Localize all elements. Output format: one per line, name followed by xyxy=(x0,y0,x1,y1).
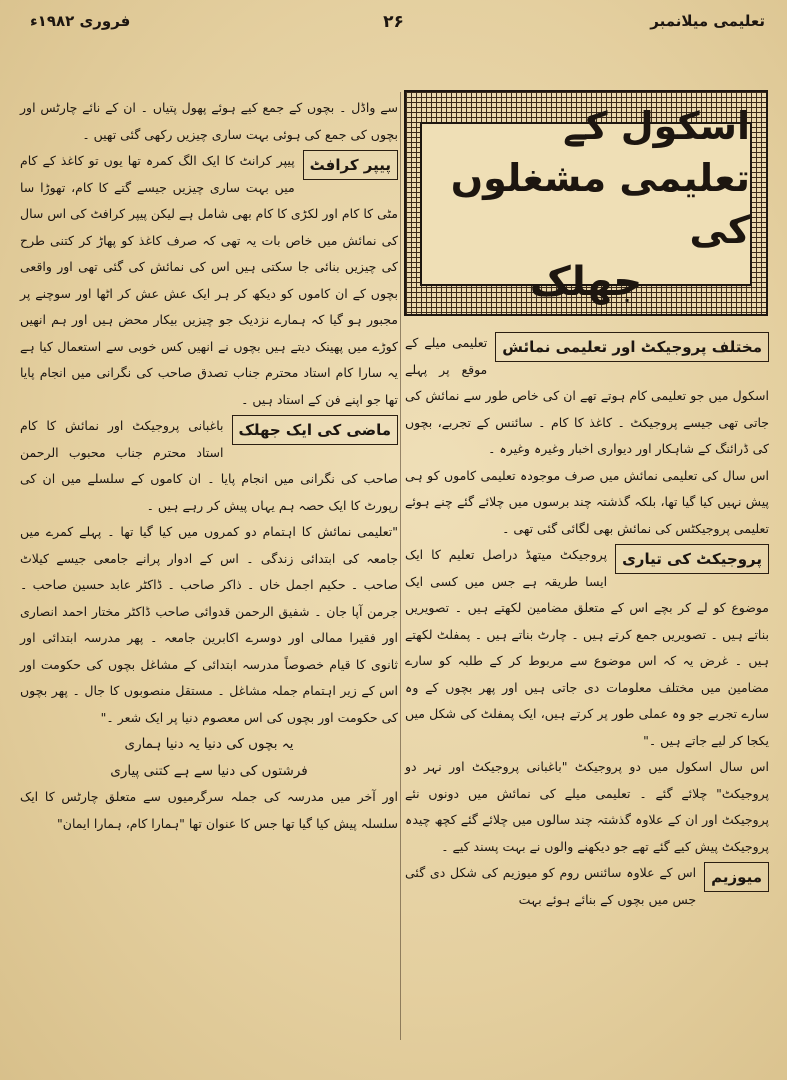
issue-date: فروری ۱۹۸۲ء xyxy=(30,12,131,30)
journal-name: تعلیمی میلانمبر xyxy=(650,12,765,30)
page-number: ۲۶ xyxy=(383,12,404,32)
column-divider xyxy=(400,92,401,1040)
right-column xyxy=(405,330,769,913)
poem-line-1: یہ بچوں کی دنیا یہ دنیا ہماری xyxy=(124,736,294,752)
section-project-prep xyxy=(405,542,769,754)
section-paper-craft xyxy=(20,148,398,413)
museum-body: اس کے علاوہ سائنس روم کو میوزیم کی شکل دی گئی جس میں بچوں کے بنائے ہوئے بہت xyxy=(405,865,697,907)
projects-exhibition-body-2: اس سال کی تعلیمی نمائش میں صرف موجودہ تعلیمی کاموں کو ہی پیش نہیں کیا گیا تھا، بلکہ گذشتہ چند برسوں میں چلائے گئے چنے ہوئے تعلیمی پروجیکٹس کی نمائش بھی لگائی گئی تھی ۔ xyxy=(405,467,769,536)
projects-exhibition-body: تعلیمی میلے کے موقع پر پہلے اسکول میں جو تعلیمی کام ہوتے تھے ان کی خاص طور سے نمائش کی جاتی تھی جیسے پروجیکٹ ۔ کاغذ کا کام ۔ سائنس کے تجربے، بچوں کی ڈرائنگ کے شاہکار اور دیواری اخبار وغیرہ وغیرہ ۔ xyxy=(405,335,769,456)
poem-line-2: فرشتوں کی دنیا سے ہے کتنی پیاری xyxy=(110,762,308,779)
section-heading-paper-craft: پیپر کرافٹ xyxy=(303,150,398,180)
section-heading-project-prep: پروجیکٹ کی تیاری xyxy=(615,544,769,574)
paper-craft-body: پیپر کرانٹ کا ایک الگ کمرہ تھا یوں تو کاغذ کے کام میں بہت ساری چیزیں جیسے گتے کا کام، تھوڑا سا مٹی کا کام اور لکڑی کا کام بھی شامل ہے لیکن پیپر کرافٹ کی اس سال کی نمائش میں خاص بات یہ تھی کہ صرف کاغذ کو پھاڑ کر کتنی طرح کی چیزیں بنائی جا سکتی ہیں اس کی نمائش کی گئی تھی اور واقعی بچوں کے ان کاموں کو دیکھ کر ہر ایک عش عش کر اٹھا اور سوچنے پر مجبور ہو گیا کہ ہمارے نزدیک جو چیزیں بیکار محض ہیں اور ہم انھیں کوڑے میں پھینک دیتے ہیں بچوں نے انھیں کس خوبی سے استعمال کیا ہے یہ سارا کام استاد محترم جناب تصدق صاحب کی نگرانی میں انجام پایا تھا جو اپنے فن کے استاد ہیں ۔ xyxy=(20,153,398,407)
article-title-line-2: جھلک xyxy=(529,259,643,305)
project-prep-body-2: اس سال اسکول میں دو پروجیکٹ "باغبانی پروجیکٹ اور نہر دو پروجیکٹ" چلائے گئے ۔ تعلیمی میلے کی نمائش میں دونوں نئے پروجیکٹ اور ان کے علاوہ گذشتہ چند سالوں میں چلائے گئے کچھ چیدہ پروجیکٹ پیش کیے گئے تھے جو دیکھنے والوں نے بہت پسند کیے ۔ xyxy=(405,759,769,854)
section-projects-exhibition xyxy=(405,330,769,463)
section-heading-projects-exhibition: مختلف پروجیکٹ اور تعلیمی نمائش xyxy=(495,332,769,362)
section-past-glimpse xyxy=(20,413,398,519)
article-title xyxy=(420,104,752,305)
closing-paragraph: اور آخر میں مدرسہ کی جملہ سرگرمیوں سے متعلق چارٹس کا ایک سلسلہ پیش کیا گیا تھا جس کا عنوان تھا "ہمارا کام، ہمارا ایمان" xyxy=(20,789,398,831)
article-title-box xyxy=(404,90,768,316)
section-heading-museum: میوزیم xyxy=(704,862,769,892)
section-museum xyxy=(405,860,769,913)
article-title-line-1: اسکول کے تعلیمی مشغلوں کی xyxy=(450,104,750,252)
section-heading-past-glimpse: ماضی کی ایک جھلک xyxy=(232,415,398,445)
report-quote: "تعلیمی نمائش کا اہتمام دو کمروں میں کیا گیا تھا ۔ پہلے کمرے میں جامعہ کی ابتدائی زندگی ۔ اس کے ادوار پرانے جامعی جیسے کیلاٹ صاحب ۔ حکیم اجمل خاں ۔ ذاکر صاحب ۔ ڈاکٹر عابد حسین صاحب ۔ جرمن آپا جان ۔ شفیق الرحمن قدوائی صاحب ڈاکٹر مختار احمد انصاری اور فقیرا ممالی اور دوسرے اکابرین جامعہ ۔ پھر مدرسہ ابتدائی اور ثانوی کا قیام خصوصاً مدرسہ ابتدائی کے مشاغل بچوں کی حکومت اور اس کے زیر اہتمام جملہ مشاغل ۔ مستقل منصوبوں کا جال ۔ پھر بچوں کی حکومت اور بچوں کی اس معصوم دنیا پر ایک شعر ۔" xyxy=(20,524,398,725)
project-prep-body: پروجیکٹ میتھڈ دراصل تعلیم کا ایک ایسا طریقہ ہے جس میں کسی ایک موضوع کو لے کر بچے اس کے متعلق مضامین لکھتے ہیں ۔ تصویریں بناتے ہیں ۔ تصویریں جمع کرتے ہیں ۔ چارٹ بناتے ہیں ۔ پمفلٹ لکھتے ہیں ۔ غرض یہ کہ اس موضوع سے مربوط کر کے طلبہ کو سارے مضامین میں مختلف معلومات دی جاتی ہیں اور پھر بچوں کے وہ سارے تجربے جو وہ عملی طور پر کرتے ہیں، ایک پمفلٹ کی شکل میں یکجا کر لیے جاتے ہیں ۔" xyxy=(405,547,769,748)
left-column xyxy=(20,95,398,837)
intro-paragraph: سے واڈل ۔ بچوں کے جمع کیے ہوئے پھول پتیاں ۔ ان کے نائے چارٹس اور بچوں کی جمع کی ہوئی بہت ساری چیزیں رکھی گئی تھیں ۔ xyxy=(20,100,398,142)
past-glimpse-body: باغبانی پروجیکٹ اور نمائش کا کام استاد محترم جناب محبوب الرحمن صاحب کی نگرانی میں انجام پایا ۔ ان کاموں کے سلسلے میں ان کی رپورٹ کا ایک حصہ ہم یہاں پیش کر رہے ہیں ۔ xyxy=(20,418,398,513)
